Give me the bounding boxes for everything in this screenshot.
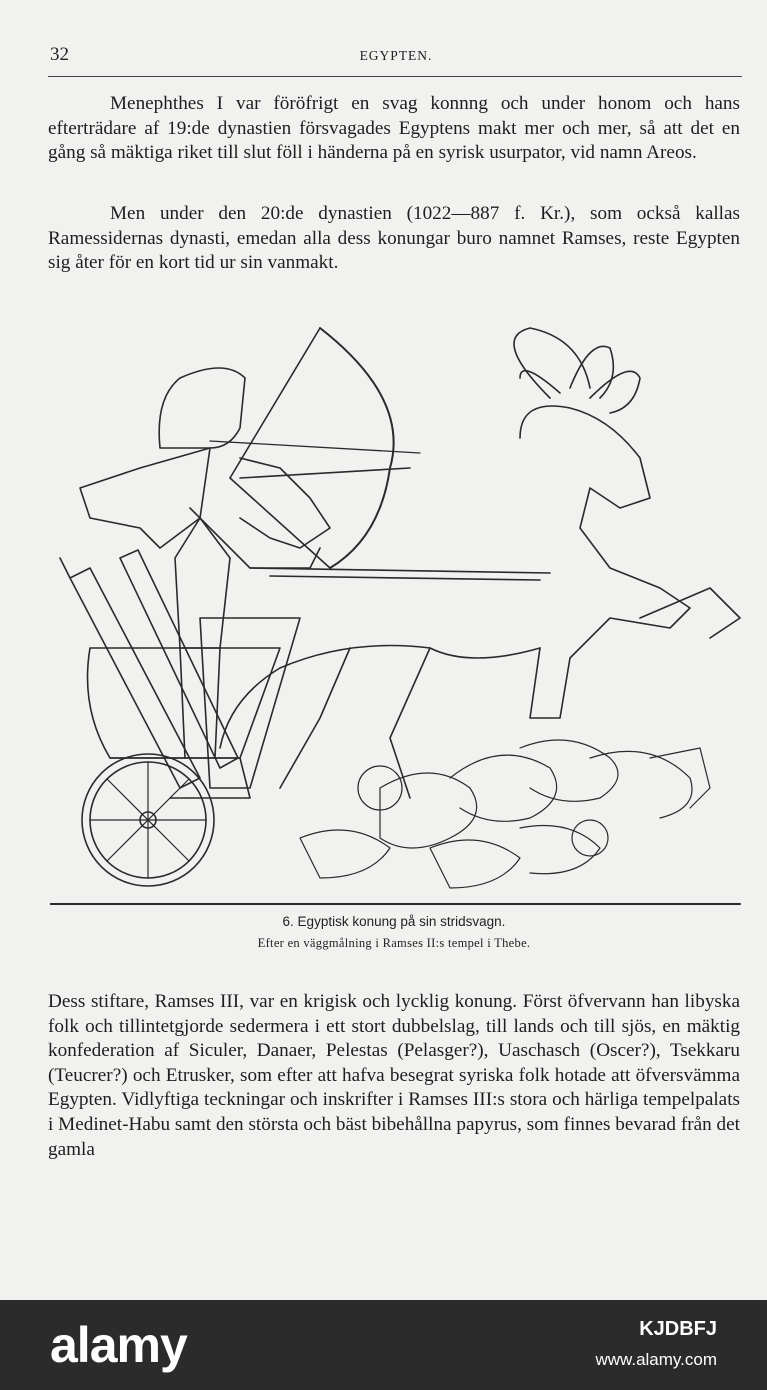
horse xyxy=(520,406,690,718)
page-number: 32 xyxy=(50,44,69,65)
chariot-engraving xyxy=(50,318,742,908)
page-header xyxy=(50,44,742,74)
image-code: KJDBFJ xyxy=(639,1318,717,1340)
watermark-url: www.alamy.com xyxy=(595,1350,717,1369)
header-rule xyxy=(48,76,742,77)
crown xyxy=(159,368,245,448)
figure-caption: 6. Egyptisk konung på sin stridsvagn. xyxy=(282,914,506,929)
paragraph-1: Menephthes I var föröfrigt en svag konnng och under honom och hans efterträdare af 19:de dynastien försvagades Egyptens makt mer och mer, så att det en gång så mäktiga riket till slut föll i händerna på en syrisk usurpator, vid namn Areos. xyxy=(48,93,740,164)
figure-source: Efter en väggmålning i Ramses II:s tempel i Thebe. xyxy=(257,936,531,950)
paragraph-3: Dess stiftare, Ramses III, var en krigisk och lycklig konung. Först öfvervann han libyska folk och tillintetgjorde sedermera i ett stort dubbelslag, till lands och till sjös, en mäktig konfederation af Siculer, Danaer, Pelestas (Pelasger?), Uaschasch (Oscer?), Tsekkaru (Teucrer?) och Etrusker, som efter att hafva besegrat syriska folk hotade att öfversvämma Egypten. Vidlyftiga teckningar och inskrifter i Ramses III:s stora och härliga tempelpalats i Medinet-Habu samt den största och bäst bibehållna papyrus, som finnes bevarad från det gamla xyxy=(48,991,740,1160)
alamy-logo: alamy xyxy=(50,1317,187,1373)
paragraph-2: Men under den 20:de dynastien (1022—887 f. Kr.), som också kallas Ramessidernas dynasti, emedan alla dess konungar buro namnet Ramses, reste Egypten sig åter för en kort tid ur sin vanmakt. xyxy=(48,203,740,274)
running-title: EGYPTEN. xyxy=(359,48,433,63)
